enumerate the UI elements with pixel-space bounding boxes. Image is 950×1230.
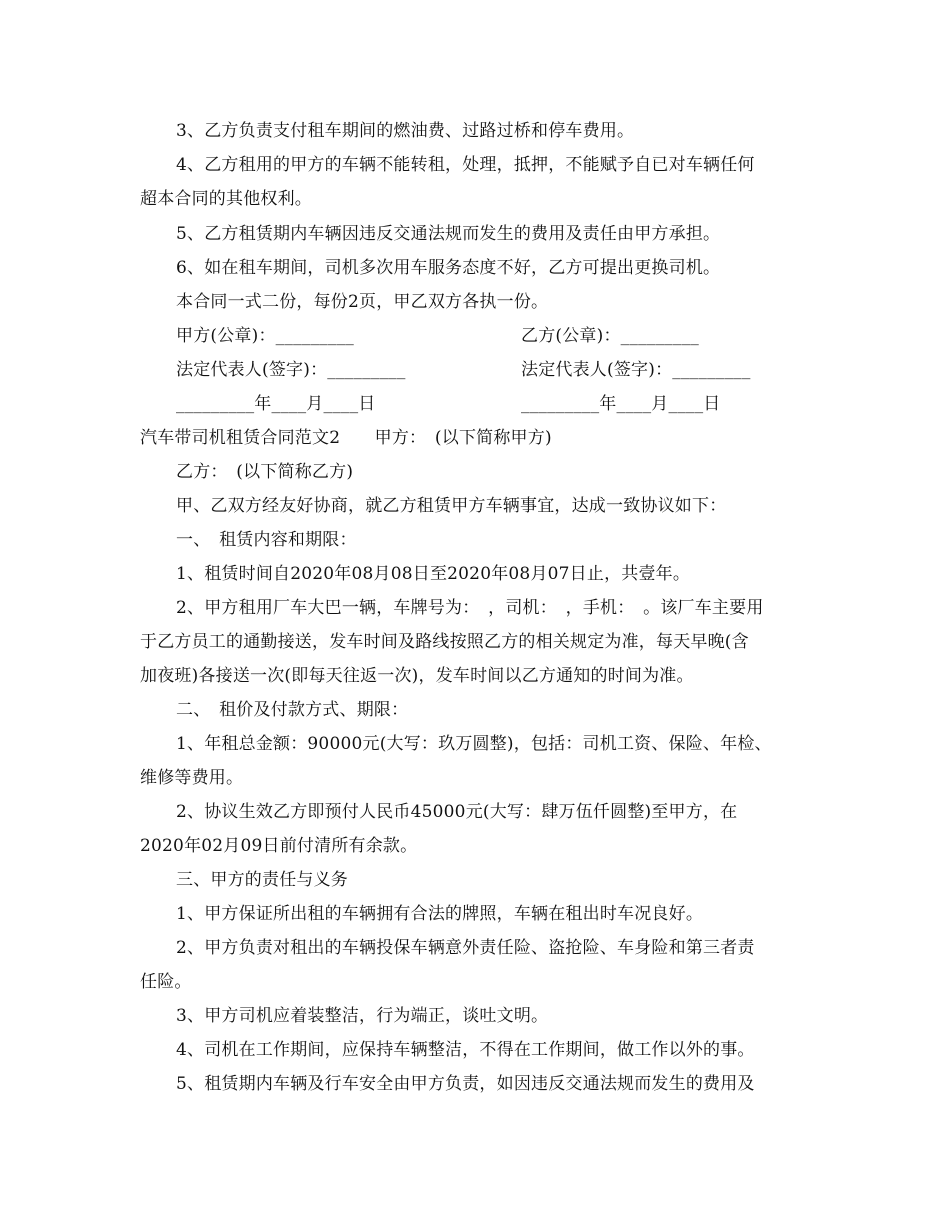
section-2-heading: 二、 租价及付款方式、期限： (176, 700, 409, 720)
party-a-date-field: _________年____月____日 (176, 394, 376, 414)
clause-5-traffic-violations: 5、乙方租赁期内车辆因违反交通法规而发生的费用及责任由甲方承担。 (176, 224, 721, 244)
contract-title-line: 汽车带司机租赁合同范文2 甲方： (以下简称甲方) (140, 428, 552, 448)
copies-statement: 本合同一式二份，每份2页，甲乙双方各执一份。 (176, 292, 549, 312)
prepayment-clause: 2、协议生效乙方即预付人民币45000元(大写：肆万伍仟圆整)至甲方，在 (176, 802, 738, 822)
vehicle-cleanliness-clause: 4、司机在工作期间，应保持车辆整洁，不得在工作期间，做工作以外的事。 (176, 1040, 755, 1060)
clause-3-fuel-fees: 3、乙方负责支付租车期间的燃油费、过路过桥和停车费用。 (176, 121, 635, 141)
lease-term-clause: 1、租赁时间自2020年08月08日至2020年08月07日止，共壹年。 (176, 564, 691, 584)
section-1-heading: 一、 租赁内容和期限： (176, 530, 357, 550)
section-3-heading: 三、甲方的责任与义务 (176, 870, 348, 890)
vehicle-clause-cont-1: 于乙方员工的通勤接送，发车时间及路线按照乙方的相关规定为准，每天早晚(含 (140, 632, 749, 652)
clause-4-continuation: 超本合同的其他权利。 (140, 189, 312, 209)
vehicle-clause: 2、甲方租用厂车大巴一辆，车牌号为： ，司机： ，手机： 。该厂车主要用 (176, 598, 764, 618)
party-b-seal-field: 乙方(公章)：_________ (521, 326, 699, 346)
vehicle-clause-cont-2: 加夜班)各接送一次(即每天往返一次)，发车时间以乙方通知的时间为准。 (140, 666, 694, 686)
clause-4-no-sublease: 4、乙方租用的甲方的车辆不能转租，处理，抵押，不能赋予自已对车辆任何 (176, 155, 755, 175)
party-b-date-field: _________年____月____日 (521, 394, 721, 414)
clause-6-driver-change: 6、如在租车期间，司机多次用车服务态度不好，乙方可提出更换司机。 (176, 258, 721, 278)
party-b-representative-field: 法定代表人(签字)：_________ (521, 360, 751, 380)
driver-conduct-clause: 3、甲方司机应着装整洁，行为端正，谈吐文明。 (176, 1006, 549, 1026)
insurance-clause: 2、甲方负责对租出的车辆投保车辆意外责任险、盗抢险、车身险和第三者责 (176, 938, 755, 958)
annual-rent-cont: 维修等费用。 (140, 768, 244, 788)
agreement-preamble: 甲、乙双方经友好协商，就乙方租赁甲方车辆事宜，达成一致协议如下： (176, 496, 727, 516)
safety-responsibility-clause: 5、租赁期内车辆及行车安全由甲方负责，如因违反交通法规而发生的费用及 (176, 1074, 755, 1094)
annual-rent-clause: 1、年租总金额：90000元(大写：玖万圆整)，包括：司机工资、保险、年检、 (176, 734, 772, 754)
party-a-seal-field: 甲方(公章)：_________ (176, 326, 354, 346)
license-clause: 1、甲方保证所出租的车辆拥有合法的牌照，车辆在租出时车况良好。 (176, 904, 704, 924)
party-b-line: 乙方： (以下简称乙方) (176, 462, 354, 482)
party-a-representative-field: 法定代表人(签字)：_________ (176, 360, 406, 380)
prepayment-cont: 2020年02月09日前付清所有余款。 (140, 836, 418, 856)
insurance-cont: 任险。 (140, 972, 192, 992)
